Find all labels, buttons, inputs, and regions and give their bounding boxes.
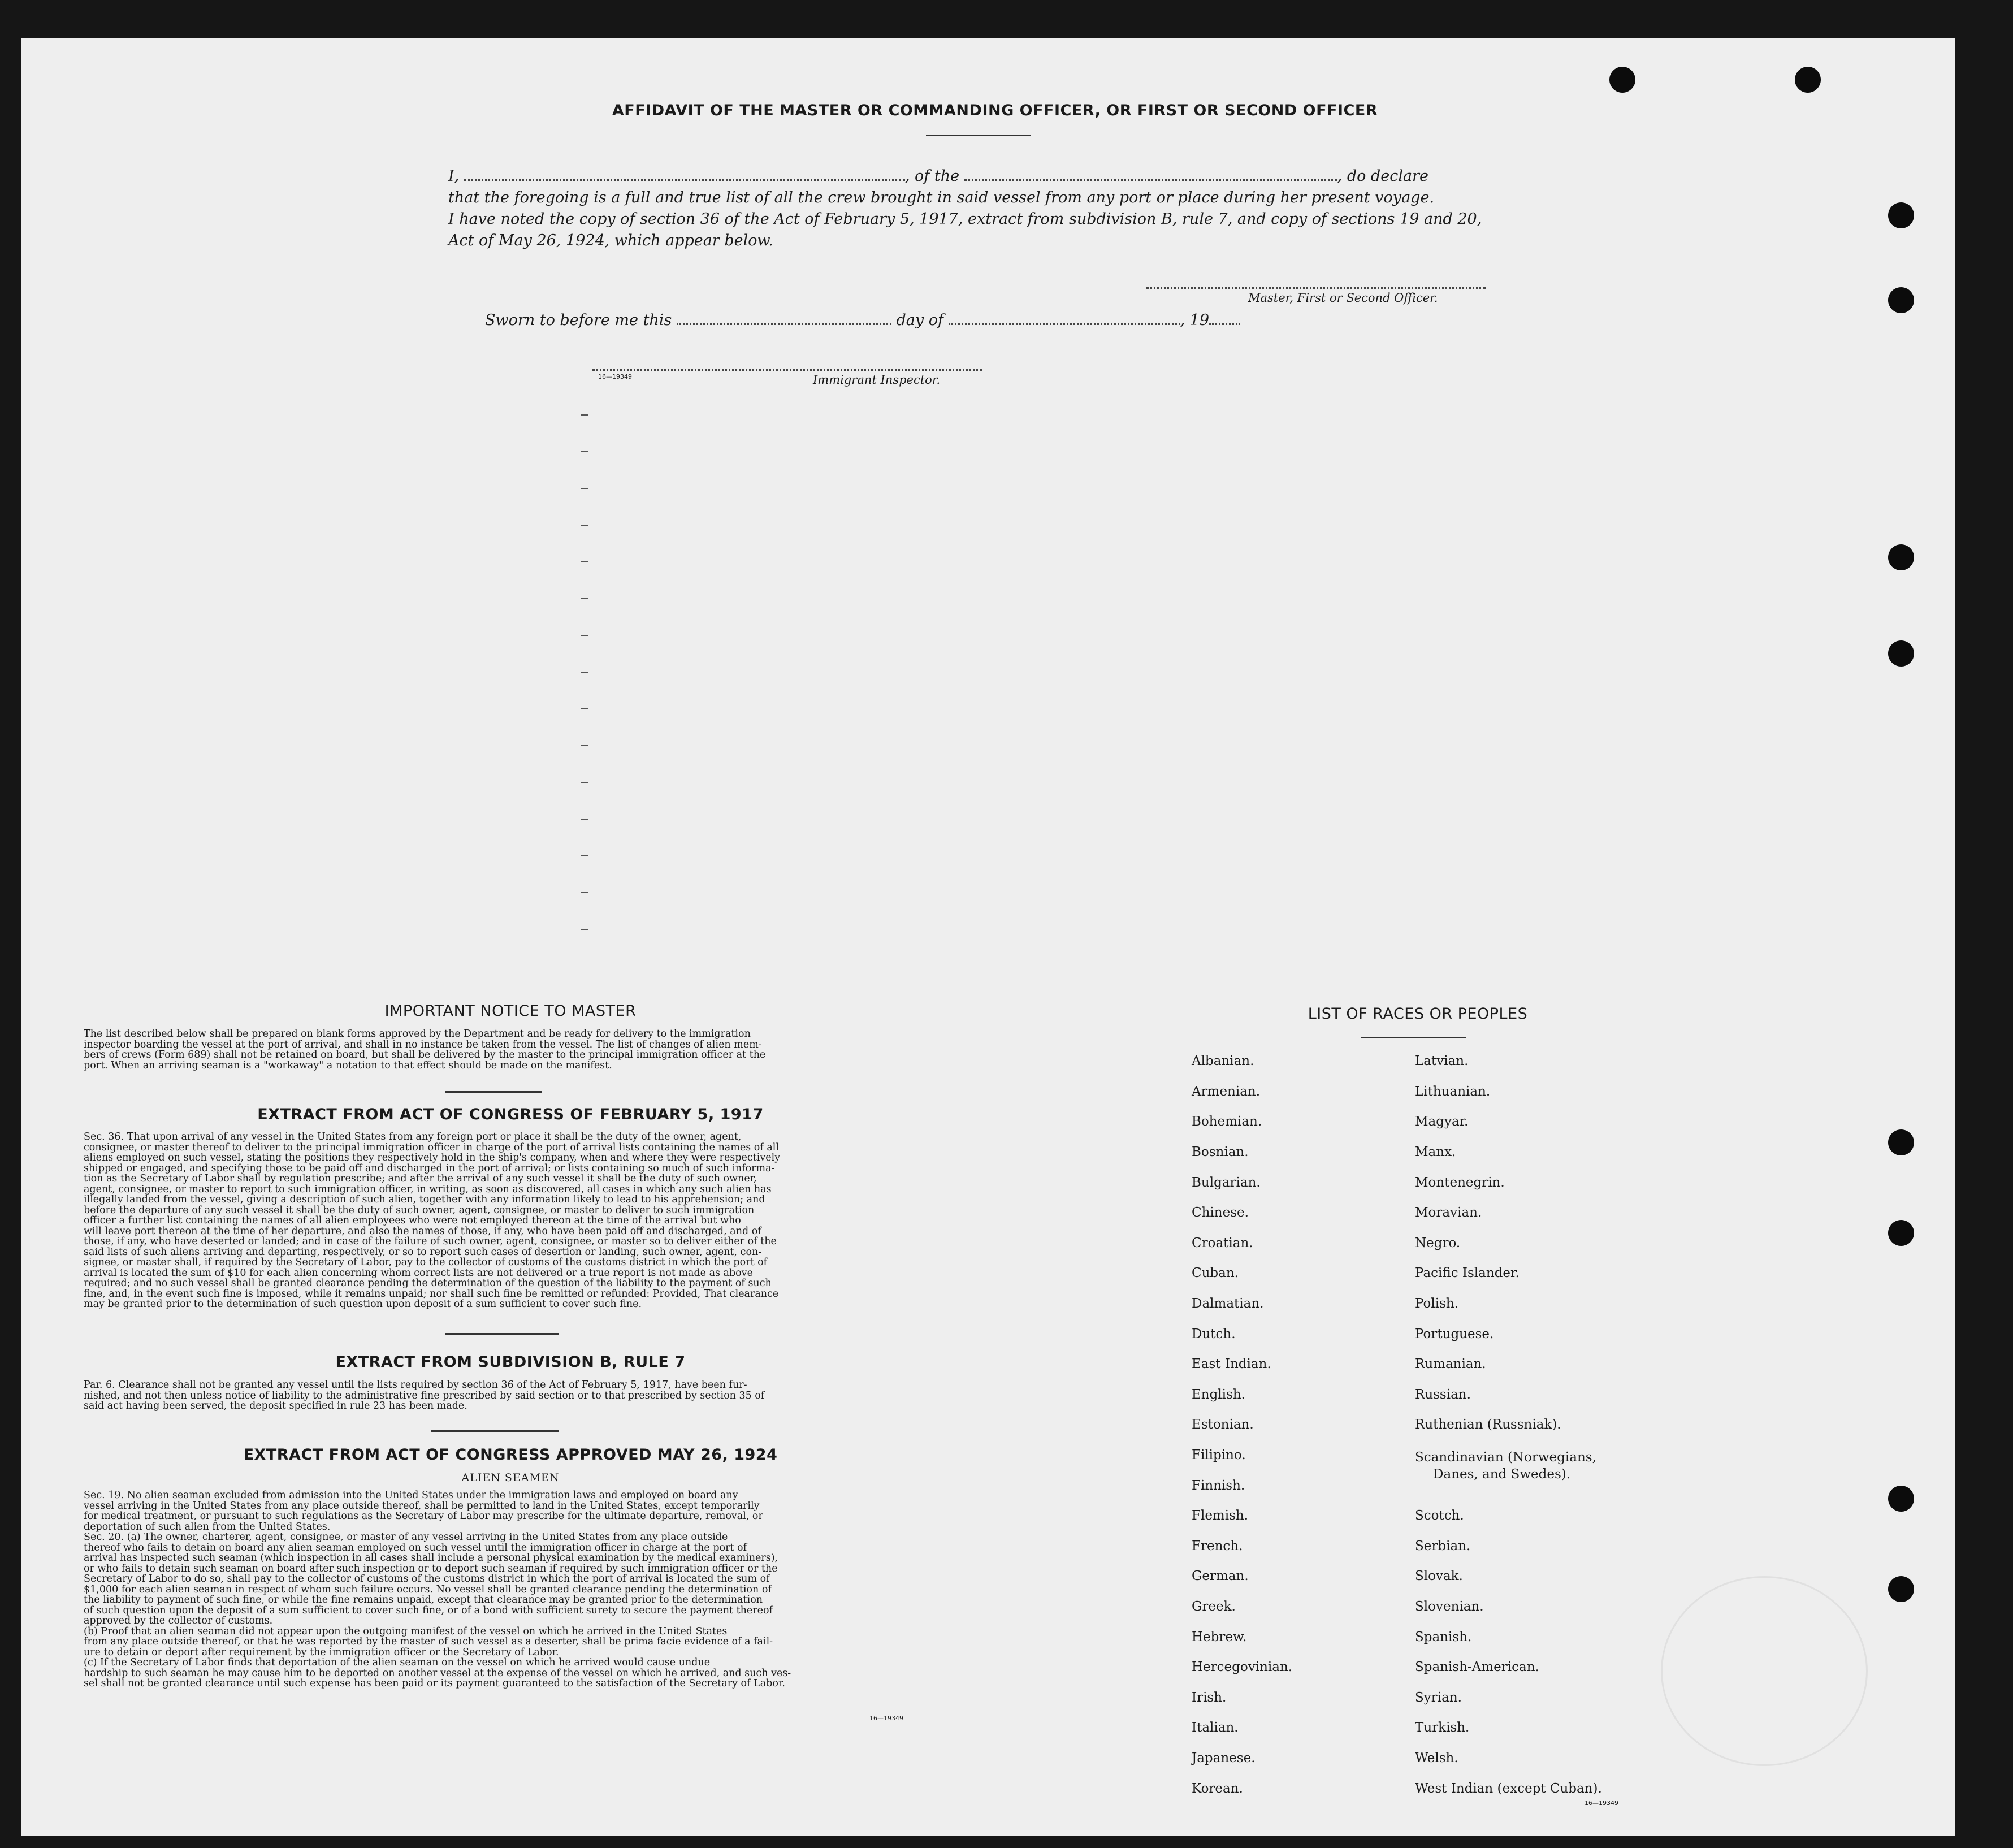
punch-hole [1888,1486,1914,1512]
sworn-label: Sworn to before me this [485,311,672,329]
race-item: Slovak. [1415,1569,1463,1583]
race-item: Korean. [1192,1781,1243,1796]
punch-hole [1888,287,1914,313]
form-number: 16—19349 [1585,1799,1618,1807]
race-item: Dalmatian. [1192,1296,1264,1311]
race-item: Manx. [1415,1145,1456,1159]
tick-mark [581,708,588,709]
text-line: nished, and not then unless notice of liability to the administrative fine prescribed by said section or to that prescribed by section 35 of [84,1390,765,1401]
tick-mark [581,598,588,599]
text-line: Sec. 20. (a) The owner, charterer, agent, consignee, or master of any vessel arriving in the United States from any place outside [84,1531,728,1543]
text-line: port. When an arriving seaman is a "workaway" a notation to that effect should be made on the manifest. [84,1059,612,1071]
declaration-line: I have noted the copy of section 36 of the Act of February 5, 1917, extract from subdivision B, rule 7, and copy of sections 19 and 20, [448,210,1482,228]
text-line: those, if any, who have deserted or landed; and in case of the failure of such owner, agent, consignee, or master so to deliver either of the [84,1236,777,1247]
declarant-label: I, [448,167,460,185]
text-line: consignee, or master thereof to deliver to the principal immigration officer in charge of the port of arrival lists containing the names of all [84,1141,779,1153]
divider [431,1430,559,1432]
tick-mark [581,414,588,416]
do-declare-label: , do declare [1337,167,1428,185]
text-line: inspector boarding the vessel at the port of arrival, and shall in no instance be taken from the vessel. The list of changes of alien mem- [84,1038,762,1050]
race-item: Scotch. [1415,1508,1464,1523]
text-line: Sec. 19. No alien seaman excluded from admission into the United States under the immigration laws and employed on board any [84,1490,738,1501]
inspector-signature-line [592,369,982,371]
tick-mark [581,525,588,526]
text-line: arrival is located the sum of $10 for each alien concerning whom correct lists are not delivered or a true report is not made as above [84,1267,753,1279]
race-item: Polish. [1415,1296,1459,1311]
race-item: Scandinavian (Norwegians, [1415,1450,1596,1465]
divider [1361,1037,1466,1038]
text-line: arrival has inspected such seaman (which inspection in all cases shall include a personal physical examination by the medical examiners), [84,1552,778,1564]
text-line: for medical treatment, or pursuant to such regulations as the Secretary of Labor may prescribe for the ultimate departure, removal, or [84,1511,763,1522]
divider [926,135,1031,136]
race-item: Estonian. [1192,1417,1254,1432]
race-item: Greek. [1192,1599,1236,1614]
text-line: will leave port thereon at the time of her departure, and also the names of those, if any, who have been paid off and discharged, and of [84,1225,761,1237]
text-line: the liability to payment of such fine, or while the fine remains unpaid, except that clearance may be granted prior to the determination [84,1594,763,1605]
race-item: Syrian. [1415,1690,1462,1705]
race-item: Finnish. [1192,1478,1245,1493]
race-item: Japanese. [1192,1751,1256,1765]
tick-mark [581,745,588,746]
extract-1924-subtitle: ALIEN SEAMEN [461,1472,560,1484]
declaration-line: that the foregoing is a full and true list of all the crew brought in said vessel from any port or place during her present voyage. [448,189,1435,206]
declaration-line: Act of May 26, 1924, which appear below. [448,232,773,249]
notice-title: IMPORTANT NOTICE TO MASTER [384,1002,637,1020]
race-item: Cuban. [1192,1266,1239,1280]
text-line: agent, consignee, or master to report to such immigration officer, in writing, as soon as discovered, all cases in which any such alien has [84,1183,772,1195]
text-line: illegally landed from the vessel, giving a description of such alien, together with any information likely to lead to his apprehension; and [84,1194,765,1205]
text-line: hardship to such seaman he may cause him to be deported on another vessel at the expense of the vessel on which he arrived, and such ves- [84,1667,791,1679]
text-line: ure to detain or deport after requirement by the immigration officer or the Secretary of Labor. [84,1646,559,1658]
sworn-month-blank [949,323,1180,325]
race-item: Hercegovinian. [1192,1660,1293,1674]
race-item: Negro. [1415,1236,1461,1250]
text-line: Sec. 36. That upon arrival of any vessel in the United States from any foreign port or place it shall be the duty of the owner, agent, [84,1131,742,1142]
race-item: East Indian. [1192,1357,1271,1371]
text-line: said lists of such aliens arriving and departing, respectively, or so to report such cases of desertion or landing, such owner, agent, con- [84,1246,762,1258]
text-line: may be granted prior to the determination of such question upon deposit of a sum sufficient to cover such fine. [84,1299,642,1310]
rule7-body [84,1380,949,1412]
divider [445,1333,559,1335]
punch-hole [1888,1220,1914,1246]
race-item: Pacific Islander. [1415,1266,1520,1280]
extract-1917-body [84,1132,949,1310]
punch-hole [1888,640,1914,667]
text-line: officer a further list containing the names of all alien employees who were not employed thereon at the time of the arrival but who [84,1215,741,1226]
tick-mark [581,819,588,820]
punch-hole [1888,202,1914,228]
tick-mark [581,782,588,783]
race-item: Moravian. [1415,1205,1482,1220]
race-item: West Indian (except Cuban). [1415,1781,1602,1796]
text-line: said act having been served, the deposit specified in rule 23 has been made. [84,1400,467,1412]
text-line: Secretary of Labor to do so, shall pay to the collector of customs of the customs district in which the port of arrival is located the sum of [84,1573,770,1585]
text-line: shipped or engaged, and specifying those to be paid off and discharged in the port of arrival; or lists containing so much of such informa- [84,1162,775,1174]
divider [445,1091,542,1093]
race-item: Lithuanian. [1415,1084,1491,1099]
year-blank [1209,323,1240,325]
race-item: Armenian. [1192,1084,1261,1099]
race-item: Irish. [1192,1690,1227,1705]
text-line: (c) If the Secretary of Labor finds that deportation of the alien seaman on the vessel on which he arrived would cause undue [84,1657,711,1668]
text-line: from any place outside thereof, or that he was reported by the master of such vessel as a deserter, shall be prima facie evidence of a fail- [84,1636,773,1647]
races-title: LIST OF RACES OR PEOPLES [1308,1005,1528,1023]
race-item: Italian. [1192,1720,1239,1735]
race-item: Spanish. [1415,1630,1472,1644]
master-signature-label: Master, First or Second Officer. [1248,291,1438,305]
master-signature-line [1146,287,1486,289]
extract-1924-body [84,1490,949,1689]
race-item: Hebrew. [1192,1630,1247,1644]
race-item: Turkish. [1415,1720,1470,1735]
punch-hole [1888,1576,1914,1602]
tick-mark [581,929,588,930]
declarant-name-blank [464,179,905,181]
text-line: fine, and, in the event such fine is imposed, while it remains unpaid; nor shall such fine be remitted or refunded: Provided, That clearance [84,1288,779,1300]
race-item: Albanian. [1192,1054,1254,1068]
race-item: Danes, and Swedes). [1433,1467,1571,1482]
text-line: thereof who fails to detain on board any alien seaman employed on such vessel until the immigration officer in charge at the port of [84,1542,747,1553]
tick-mark [581,451,588,452]
text-line: The list described below shall be prepared on blank forms approved by the Department and be ready for delivery to the immigration [84,1028,751,1040]
inspector-label: Immigrant Inspector. [813,373,941,387]
text-line: (b) Proof that an alien seaman did not appear upon the outgoing manifest of the vessel on which he arrived in the United States [84,1625,728,1637]
race-item: French. [1192,1539,1243,1553]
tick-mark [581,672,588,673]
text-line: of such question upon the deposit of a sum sufficient to cover such fine, or of a bond with sufficient surety to secure the payment thereof [84,1604,773,1616]
race-item: Slovenian. [1415,1599,1484,1614]
race-item: Magyar. [1415,1114,1469,1129]
text-line: approved by the collector of customs. [84,1615,273,1626]
race-item: Serbian. [1415,1539,1471,1553]
race-item: Bulgarian. [1192,1175,1261,1190]
text-line: aliens employed on such vessel, stating the positions they respectively hold in the ship's company, when and where they were respectively [84,1152,781,1163]
race-item: Ruthenian (Russniak). [1415,1417,1561,1432]
text-line: required; and no such vessel shall be granted clearance pending the determination of the question of the liability to the payment of such [84,1278,772,1289]
affidavit-declaration [448,166,1551,252]
race-item: Dutch. [1192,1327,1236,1341]
day-of-label: day of [896,311,943,329]
vessel-name-blank [964,179,1337,181]
punch-hole [1795,67,1821,93]
race-item: Spanish-American. [1415,1660,1539,1674]
race-item: Croatian. [1192,1236,1253,1250]
rule7-title: EXTRACT FROM SUBDIVISION B, RULE 7 [335,1353,686,1371]
text-line: tion as the Secretary of Labor shall by regulation prescribe; and after the arrival of any such vessel it shall be the duty of such owner, [84,1173,757,1184]
race-item: Latvian. [1415,1054,1469,1068]
race-item: Bosnian. [1192,1145,1249,1159]
notice-body [84,1029,949,1071]
text-line: Par. 6. Clearance shall not be granted any vessel until the lists required by section 36 of the Act of February 5, 1917, have been fur- [84,1379,747,1391]
race-item: Welsh. [1415,1751,1458,1765]
text-line: $1,000 for each alien seaman in respect of whom such failure occurs. No vessel shall be granted clearance pending the determination of [84,1583,772,1595]
tick-mark [581,488,588,489]
text-line: deportation of such alien from the United States. [84,1521,331,1533]
of-the-label: , of the [904,167,960,185]
race-item: Flemish. [1192,1508,1249,1523]
extract-1924-title: EXTRACT FROM ACT OF CONGRESS APPROVED MAY 26, 1924 [243,1446,778,1464]
punch-hole [1888,544,1914,570]
form-number: 16—19349 [869,1715,903,1722]
declaration-line-blank [448,166,1551,187]
race-item: Bohemian. [1192,1114,1262,1129]
race-item: Montenegrin. [1415,1175,1505,1190]
form-number: 16—19349 [598,373,632,380]
race-item: English. [1192,1387,1245,1402]
text-line: sel shall not be granted clearance until such expense has been paid or its payment guaranteed to the satisfaction of the Secretary of Labor. [84,1678,785,1689]
race-item: Russian. [1415,1387,1471,1402]
tick-mark [581,635,588,636]
race-item: Filipino. [1192,1448,1246,1462]
text-line: or who fails to detain such seaman on board after such inspection or to deport such seaman if required by such immigration officer or the [84,1563,778,1574]
extract-1917-title: EXTRACT FROM ACT OF CONGRESS OF FEBRUARY 5, 1917 [257,1106,764,1123]
sworn-day-blank [677,323,891,325]
year-label: , 19 [1180,311,1210,329]
sworn-line [485,311,1240,329]
punch-hole [1609,67,1635,93]
affidavit-title: AFFIDAVIT OF THE MASTER OR COMMANDING OFFICER, OR FIRST OR SECOND OFFICER [612,102,1378,119]
text-line: before the departure of any such vessel it shall be the duty of such owner, agent, consignee, or master to deliver to such immigration [84,1204,755,1216]
tick-mark [581,855,588,856]
race-item: Chinese. [1192,1205,1249,1220]
document-page [21,38,1955,1836]
text-line: signee, or master shall, if required by the Secretary of Labor, pay to the collector of customs of the customs district in which the port of [84,1257,768,1268]
embossed-seal [1661,1576,1868,1766]
text-line: vessel arriving in the United States from any place outside thereof, shall be permitted to land in the United States, except temporarily [84,1500,760,1512]
punch-hole [1888,1129,1914,1155]
tick-mark [581,892,588,893]
race-item: German. [1192,1569,1249,1583]
race-item: Rumanian. [1415,1357,1486,1371]
text-line: bers of crews (Form 689) shall not be retained on board, but shall be delivered by the master to the principal immigration officer at the [84,1049,766,1061]
race-item: Portuguese. [1415,1327,1494,1341]
tick-mark [581,561,588,562]
